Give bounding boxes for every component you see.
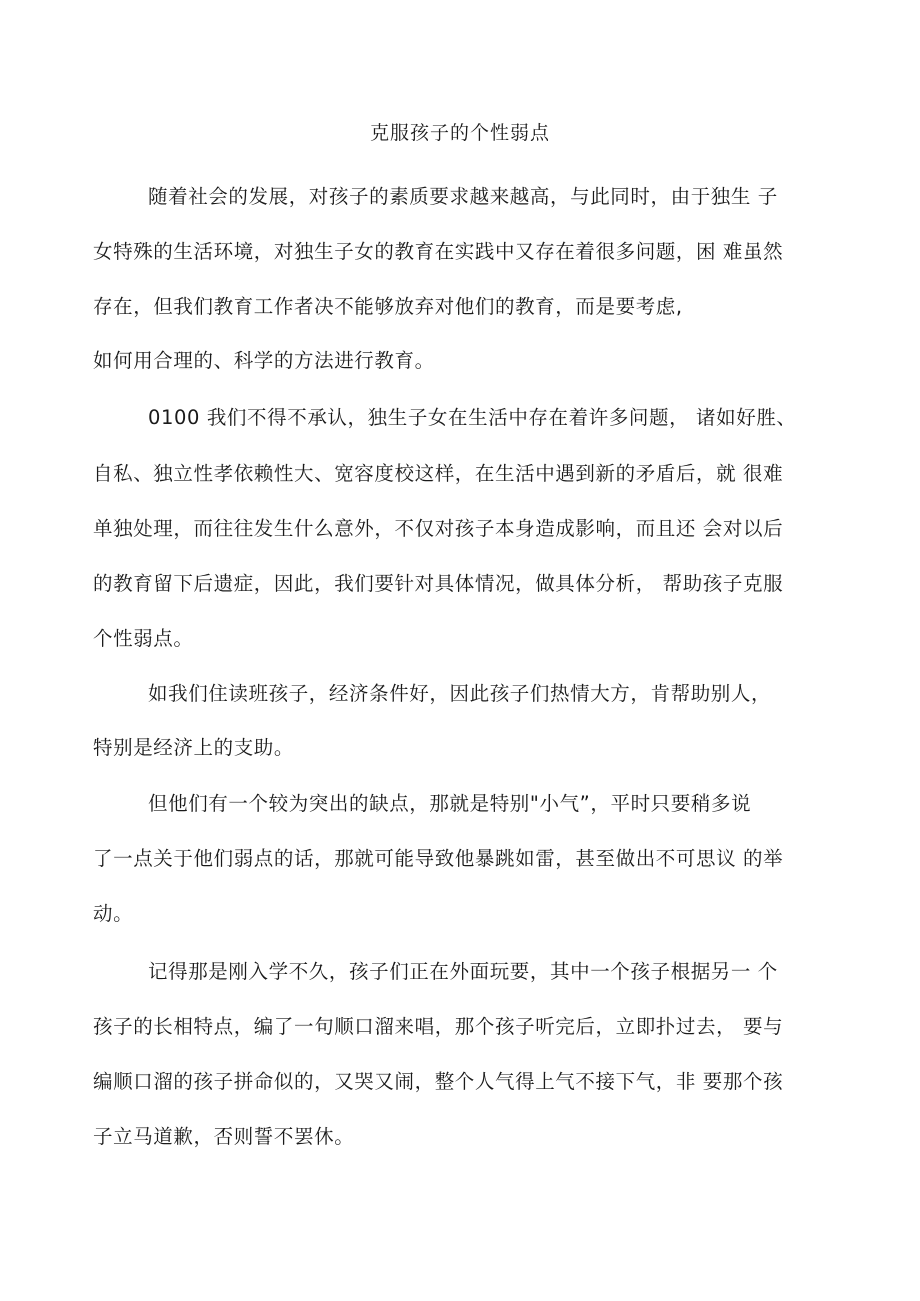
paragraph-4-line-2: 了一点关于他们弱点的话，那就可能导致他暴跳如雷，甚至做出不可思议 的举 bbox=[93, 847, 784, 870]
paragraph-1-line-1: 随着社会的发展，对孩子的素质要求越来越高，与此同时，由于独生 子 bbox=[148, 185, 778, 208]
paragraph-2-line-5: 个性弱点。 bbox=[93, 627, 194, 650]
paragraph-4-line-1: 但他们有一个较为突出的缺点，那就是特别"小气”，平时只要稍多说 bbox=[148, 792, 752, 815]
paragraph-3-line-1: 如我们住读班孩子，经济条件好，因此孩子们热情大方，肯帮助别人， bbox=[148, 682, 772, 705]
paragraph-4-line-3: 动。 bbox=[93, 902, 134, 925]
paragraph-1-line-4: 如何用合理的、科学的方法进行教育。 bbox=[93, 349, 435, 372]
paragraph-2-line-2: 自私、独立性孝依赖性大、宽容度校这样，在生活中遇到新的矛盾后，就 很难 bbox=[93, 462, 784, 485]
paragraph-2-line-1: 0100 我们不得不承认，独生子女在生活中存在着许多问题， 诸如好胜、 bbox=[148, 406, 797, 429]
paragraph-1-line-2: 女特殊的生活环境，对独生子女的教育在实践中又存在着很多问题，困 难虽然 bbox=[93, 240, 784, 263]
paragraph-5-line-2: 孩子的长相特点，编了一句顺口溜来唱，那个孩子听完后，立即扑过去， 要与 bbox=[93, 1015, 784, 1038]
paragraph-3-line-2: 特别是经济上的支助。 bbox=[93, 736, 295, 759]
paragraph-2-line-3: 单独处理，而往往发生什么意外，不仅对孩子本身造成影响，而且还 会对以后 bbox=[93, 517, 784, 540]
paragraph-5-line-3: 编顺口溜的孩子拼命似的，又哭又闹，整个人气得上气不接下气，非 要那个孩 bbox=[93, 1070, 784, 1093]
paragraph-5-line-4: 子立马道歉，否则誓不罢休。 bbox=[93, 1125, 355, 1148]
paragraph-5-line-1: 记得那是刚入学不久，孩子们正在外面玩要，其中一个孩子根据另一 个 bbox=[148, 960, 778, 983]
paragraph-2-line-4: 的教育留下后遗症，因此，我们要针对具体情况，做具体分析， 帮助孩子克服 bbox=[93, 572, 784, 595]
document-title: 克服孩子的个性弱点 bbox=[369, 122, 550, 144]
paragraph-1-line-3: 存在，但我们教育工作者决不能够放弃对他们的教育，而是要考虑, bbox=[93, 295, 683, 318]
